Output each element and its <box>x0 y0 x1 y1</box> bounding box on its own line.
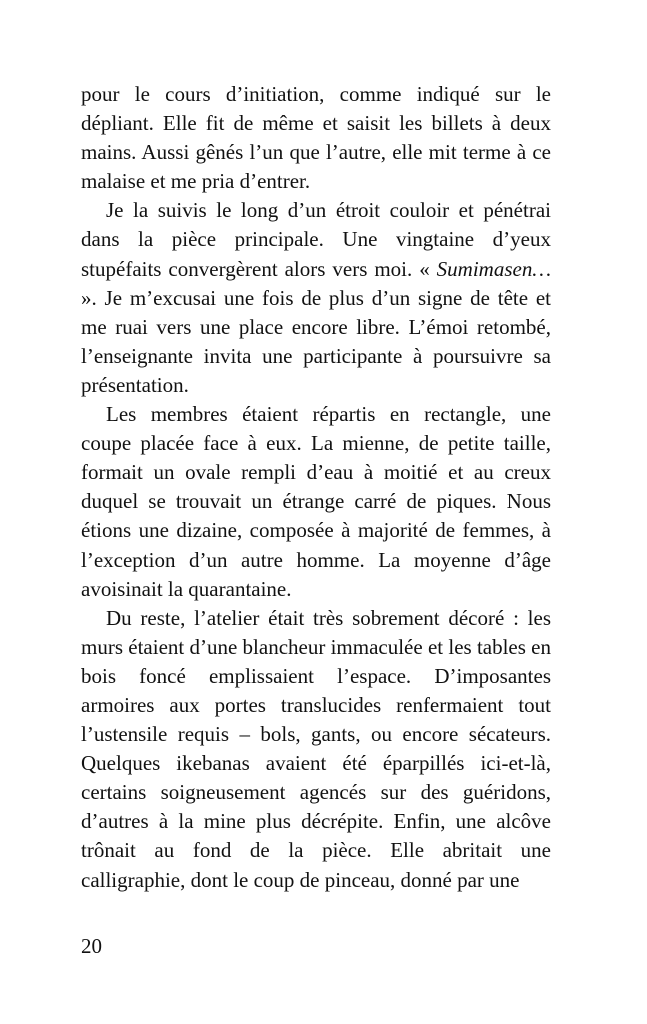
page-number: 20 <box>81 934 102 958</box>
paragraph-3: Les membres étaient répartis en rectangle, une coupe placée face à eux. La mienne, de petite taille, formait un ovale rempli d’eau à moitié et au creux duquel se trouvait un étrange carré de piques. Nous étions une dizaine, composée à majorité de femmes, à l’exception d’un autre homme. La moyenne d’âge avoisinait la quarantaine. <box>81 402 551 601</box>
paragraph-4: Du reste, l’atelier était très sobrement décoré : les murs étaient d’une blancheur immaculée et les tables en bois foncé emplissaient l’espace. D’imposantes armoires aux portes translucides renfermaient tout l’ustensile requis – bols, gants, ou encore sécateurs. Quelques ikebanas avaient été éparpillés ici-et-là, certains soigneusement agencés sur des guéridons, d’autres à la mine plus décrépite. Enfin, une alcôve trônait au fond de la pièce. Elle abritait une calligraphie, dont le coup de pinceau, donné par une <box>81 605 551 892</box>
paragraph-1: pour le cours d’initiation, comme indiqué sur le dépliant. Elle fit de même et saisit les billets à deux mains. Aussi gênés l’un que l’autre, elle mit terme à ce malaise et me pria d’entrer. <box>81 82 551 194</box>
body-text <box>81 80 551 895</box>
paragraph-2 <box>81 196 551 400</box>
paragraph-2-text-after: ». Je m’excusai une fois de plus d’un signe de tête et me ruai vers une place encore libre. L’émoi retombé, l’enseignante invita une participante à poursuivre sa présentation. <box>81 285 551 397</box>
paragraph-2-italic-word: Sumimasen… <box>436 256 551 281</box>
paragraph-2-text-before: Je la suivis le long d’un étroit couloir et pénétrai dans la pièce principale. Une vingtaine d’yeux stupéfaits convergèrent alors vers moi. « <box>81 198 551 281</box>
